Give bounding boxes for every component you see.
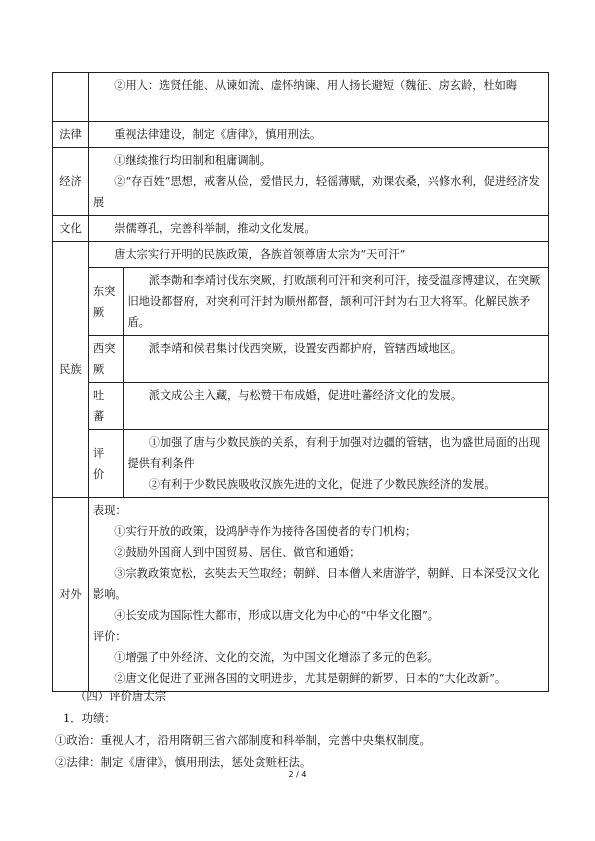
foreign-evaluation-title: 评价： (93, 630, 127, 643)
row-culture (53, 216, 549, 242)
ethnic-evaluation-line-1: ①加强了唐与少数民族的关系，有利于加强对边疆的管辖，也为盛世局面的出现提供有利条件 (127, 436, 541, 470)
economy-cell (89, 148, 549, 216)
economy-line-1: ①继续推行均田制和租庸调制。 (114, 154, 271, 167)
employment-cell (89, 73, 549, 122)
row-law (53, 122, 549, 148)
category-cell-empty (53, 73, 89, 122)
foreign-cell (89, 498, 549, 692)
ethnic-intro-row (89, 242, 548, 268)
west-turks-cell (123, 336, 548, 383)
tubo-cell (123, 383, 548, 430)
foreign-performance-2: ②鼓励外国商人到中国贸易、居住、做官和通婚； (114, 546, 361, 559)
west-turks-text: 派李靖和侯君集讨伐西突厥，设置安西都护府，管辖西域地区。 (148, 342, 463, 355)
west-turks-row (89, 336, 548, 383)
foreign-evaluation-2: ②唐文化促进了亚洲各国的文明进步，尤其是朝鲜的新罗、日本的“大化改新”。 (114, 672, 507, 685)
east-turks-row (89, 268, 548, 336)
economy-line-2: ②“存百姓”思想，戒奢从俭，爱惜民力，轻徭薄赋，劝课农桑，兴修水利，促进经济发展 (93, 175, 540, 209)
culture-cell (89, 216, 549, 242)
ethnic-evaluation-row (89, 430, 548, 498)
east-turks-text: 派李勣和李靖讨伐东突厥，打败颉利可汗和突利可汗，接受温彦博建议，在突厥旧地设都督府，对突利可汗封为顺州都督，颉利可汗封为右卫大将军。化解民族矛盾。 (127, 274, 541, 329)
culture-text: 崇儒尊孔，完善科举制，推动文化发展。 (114, 222, 316, 235)
law-label: 法律 (53, 122, 89, 148)
foreign-label: 对外 (53, 498, 89, 692)
ethnic-intro-text: 唐太宗实行开明的民族政策，各族首领尊唐太宗为“天可汗” (114, 248, 406, 261)
ethnic-subtable (89, 242, 548, 497)
foreign-performance-1: ①实行开放的政策，设鸿胪寺作为接待各国使者的专门机构； (114, 525, 417, 538)
row-foreign (53, 498, 549, 692)
policy-table (52, 72, 549, 692)
achievements-heading: 1．功绩： (63, 711, 116, 725)
ethnic-cell (89, 242, 549, 498)
employment-text: ②用人：选贤任能、从谏如流、虚怀纳谏、用人扬长避短（魏征、房玄龄，杜如晦 (114, 79, 518, 92)
foreign-performance-title: 表现： (93, 504, 127, 517)
page-number: 2 / 4 (288, 770, 307, 779)
row-economy (53, 148, 549, 216)
tubo-text: 派文成公主入藏，与松赞干布成婚，促进吐蕃经济文化的发展。 (148, 389, 463, 402)
culture-label: 文化 (53, 216, 89, 242)
evaluation-section (55, 685, 545, 773)
ethnic-intro-cell (89, 242, 548, 268)
achievement-politics: ①政治：重视人才，沿用隋朝三省六部制度和科举制，完善中央集权制度。 (55, 733, 431, 747)
foreign-performance-3: ③宗教政策宽松，玄奘去天竺取经；朝鲜、日本僧人来唐游学，朝鲜、日本深受汉文化影响。 (93, 567, 540, 601)
row-employment (53, 73, 549, 122)
west-turks-label: 西突厥 (89, 336, 123, 383)
east-turks-cell (123, 268, 548, 336)
foreign-evaluation-1: ①增强了中外经济、文化的交流，为中国文化增添了多元的色彩。 (114, 651, 439, 664)
ethnic-evaluation-label: 评 价 (89, 430, 123, 498)
east-turks-label: 东突厥 (89, 268, 123, 336)
foreign-performance-4: ④长安成为国际性大都市，形成以唐文化为中心的“中华文化圈”。 (114, 609, 439, 622)
tubo-label: 吐 蕃 (89, 383, 123, 430)
row-ethnic (53, 242, 549, 498)
achievement-law: ②法律：制定《唐律》，慎用刑法，惩处贪赃枉法。 (55, 755, 312, 769)
law-cell (89, 122, 549, 148)
economy-label: 经济 (53, 148, 89, 216)
ethnic-evaluation-cell (123, 430, 548, 498)
tubo-row (89, 383, 548, 430)
section-heading: （四）评价唐太宗 (75, 689, 167, 703)
ethnic-label: 民族 (53, 242, 89, 498)
law-text: 重视法律建设，制定《唐律》，慎用刑法。 (114, 128, 322, 141)
ethnic-evaluation-line-2: ②有利于少数民族吸收汉族先进的文化，促进了少数民族经济的发展。 (148, 478, 496, 491)
